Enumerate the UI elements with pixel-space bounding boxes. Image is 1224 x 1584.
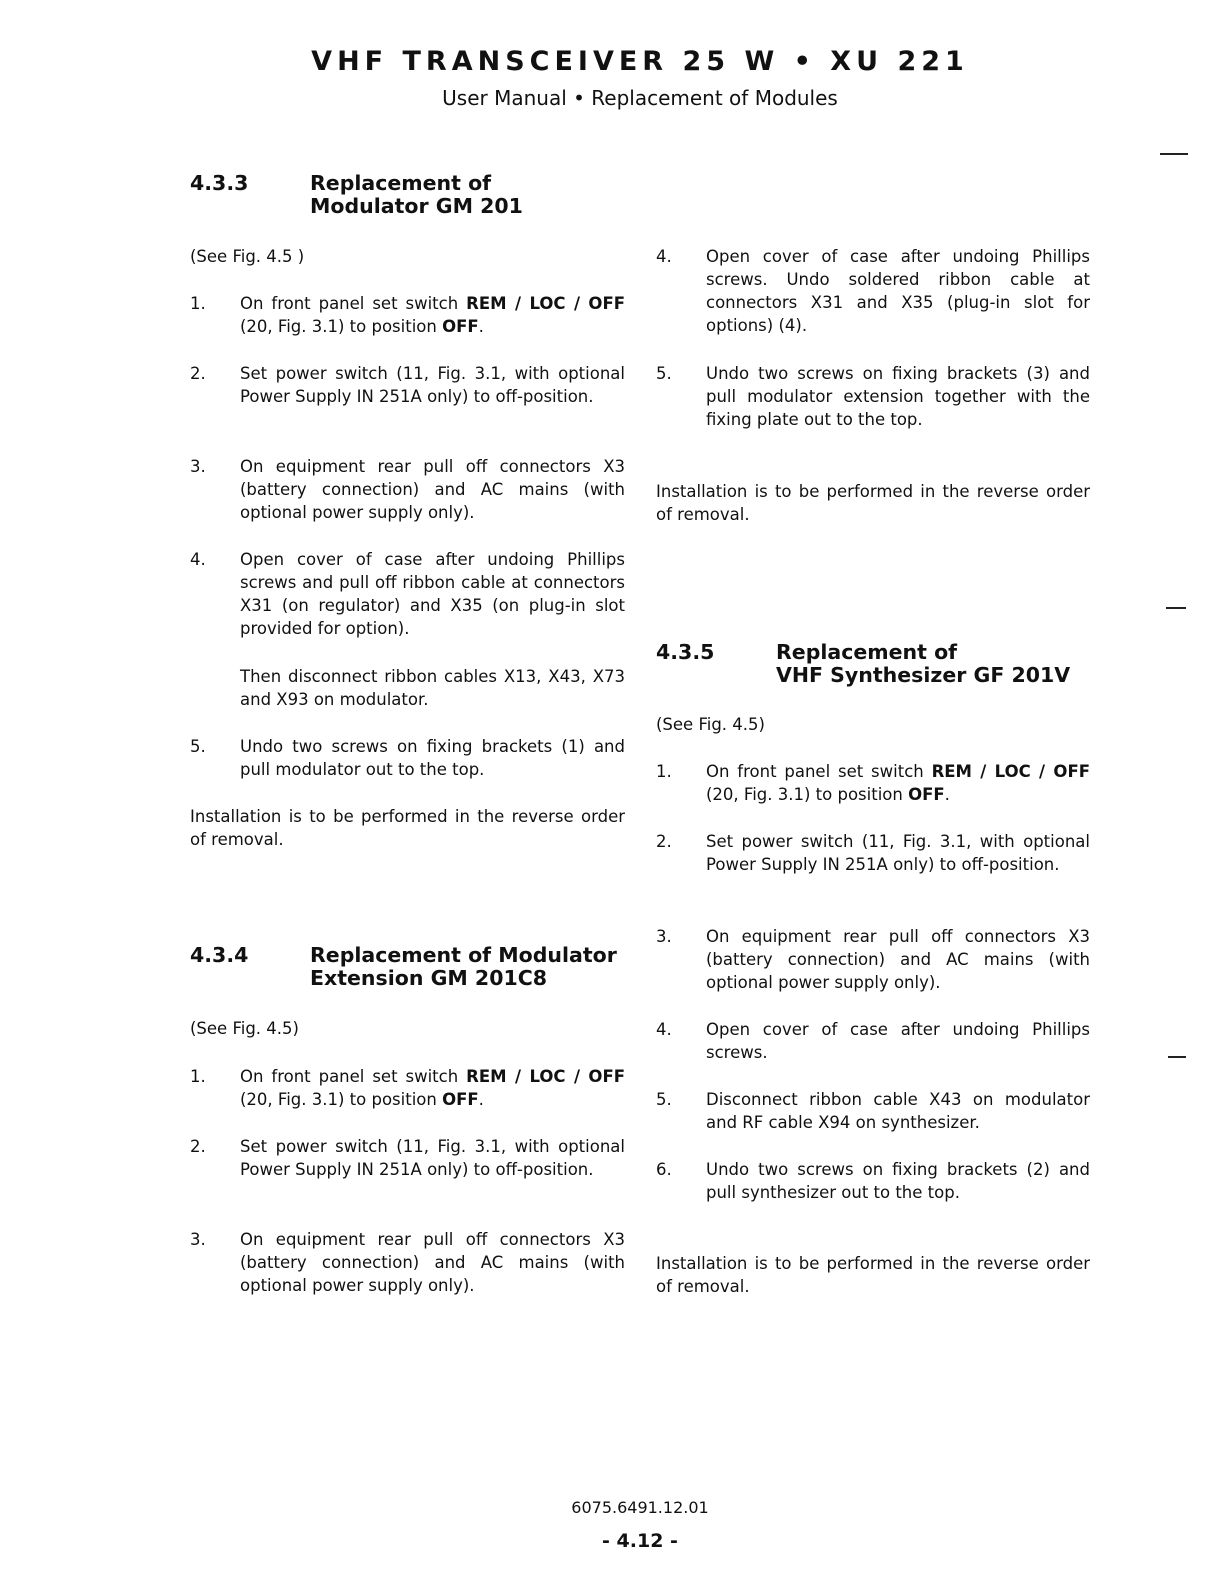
text-run: Open cover of case after undoing Phillips screws and pull off ribbon cable at connectors X31 (on regulator) and X35 (on plug-in slot provided for option). <box>240 550 625 638</box>
step-number: 5. <box>656 1090 672 1109</box>
step-number: 3. <box>656 927 672 946</box>
section-title-line1: Replacement of Modulator <box>310 943 617 967</box>
step-item <box>656 1158 1090 1204</box>
figure-reference: (See Fig. 4.5 ) <box>190 247 305 266</box>
text-run: Disconnect ribbon cable X43 on modulator and RF cable X94 on synthesizer. <box>706 1090 1090 1132</box>
step-text <box>240 1135 625 1181</box>
step-item <box>190 1135 625 1181</box>
step-item <box>656 362 1090 431</box>
text-run: Undo two screws on fixing brackets (1) and pull modulator out to the top. <box>240 737 625 779</box>
step-item <box>190 292 625 338</box>
text-run: On equipment rear pull off connectors X3 (battery connection) and AC mains (with optional power supply only). <box>706 927 1090 992</box>
step-number: 5. <box>656 364 672 383</box>
text-run: Undo two screws on fixing brackets (2) and pull synthesizer out to the top. <box>706 1160 1090 1202</box>
text-run: . <box>478 1090 484 1109</box>
text-run: On front panel set switch <box>240 294 467 313</box>
document-number: 6075.6491.12.01 <box>571 1498 709 1517</box>
installation-note: Installation is to be performed in the reverse order of removal. <box>656 1254 1090 1296</box>
section-number: 4.3.3 <box>190 171 249 195</box>
text-run: Set power switch (11, Fig. 3.1, with optional Power Supply IN 251A only) to off-position. <box>706 832 1090 874</box>
step-number: 6. <box>656 1160 672 1179</box>
text-run: Undo two screws on fixing brackets (3) and pull modulator extension together with the fixing plate out to the top. <box>706 364 1090 429</box>
section-4-3-5-heading <box>656 641 1090 687</box>
step-text <box>706 1018 1090 1064</box>
step-text <box>240 1228 625 1297</box>
step-item <box>190 362 625 408</box>
text-run: . <box>944 785 950 804</box>
bold-term: REM / LOC / OFF <box>931 762 1090 781</box>
bold-term: OFF <box>442 317 479 336</box>
step-text <box>240 362 625 408</box>
step-text <box>240 735 625 781</box>
step-text <box>706 830 1090 876</box>
bold-term: OFF <box>908 785 945 804</box>
margin-mark <box>1160 153 1188 155</box>
margin-mark <box>1166 607 1186 609</box>
page-number: - 4.12 - <box>602 1530 678 1552</box>
step-item <box>190 1228 625 1297</box>
step-continuation <box>190 665 625 711</box>
text-run: On front panel set switch <box>706 762 932 781</box>
step-number: 2. <box>190 1137 206 1156</box>
step-number: 1. <box>190 294 206 313</box>
step-number: 4. <box>656 1020 672 1039</box>
step-number: 3. <box>190 1230 206 1249</box>
step-item <box>190 455 625 524</box>
step-text <box>706 245 1090 337</box>
step-number: 4. <box>190 550 206 569</box>
step-text <box>706 760 1090 806</box>
document-title: VHF TRANSCEIVER 25 W • XU 221 <box>311 46 969 77</box>
bold-term: REM / LOC / OFF <box>466 294 626 313</box>
text-run: . <box>478 317 484 336</box>
figure-reference: (See Fig. 4.5) <box>190 1019 299 1038</box>
step-text <box>240 292 625 338</box>
text-run: (20, Fig. 3.1) to position <box>240 317 443 336</box>
step-text <box>706 1088 1090 1134</box>
step-number: 5. <box>190 737 206 756</box>
step-text <box>240 455 625 524</box>
step-text <box>240 665 625 711</box>
section-number: 4.3.5 <box>656 640 715 664</box>
text-run: Set power switch (11, Fig. 3.1, with optional Power Supply IN 251A only) to off-position. <box>240 1137 625 1179</box>
step-number: 1. <box>190 1067 206 1086</box>
step-item <box>190 735 625 781</box>
text-run: On equipment rear pull off connectors X3 (battery connection) and AC mains (with optional power supply only). <box>240 457 625 522</box>
step-item <box>656 245 1090 337</box>
installation-note: Installation is to be performed in the reverse order of removal. <box>190 807 625 849</box>
step-text <box>706 1158 1090 1204</box>
step-item <box>656 1088 1090 1134</box>
step-number <box>190 665 240 711</box>
text-run: On equipment rear pull off connectors X3 (battery connection) and AC mains (with optional power supply only). <box>240 1230 625 1295</box>
step-text <box>706 362 1090 431</box>
section-4-3-3-heading <box>190 172 625 218</box>
text-run: Set power switch (11, Fig. 3.1, with optional Power Supply IN 251A only) to off-position. <box>240 364 625 406</box>
step-text <box>240 1065 625 1111</box>
text-run: (20, Fig. 3.1) to position <box>240 1090 443 1109</box>
text-run: (20, Fig. 3.1) to position <box>706 785 909 804</box>
section-title-line2: Modulator GM 201 <box>310 194 523 218</box>
section-title-line1: Replacement of <box>776 640 958 664</box>
step-number: 2. <box>656 832 672 851</box>
margin-mark <box>1168 1056 1186 1058</box>
step-number: 3. <box>190 457 206 476</box>
step-item <box>656 1018 1090 1064</box>
step-text <box>706 925 1090 994</box>
bold-term: OFF <box>442 1090 479 1109</box>
section-number: 4.3.4 <box>190 943 249 967</box>
text-run: Then disconnect ribbon cables X13, X43, X73 and X93 on modulator. <box>240 667 625 709</box>
step-number: 2. <box>190 364 206 383</box>
bold-term: REM / LOC / OFF <box>466 1067 626 1086</box>
figure-reference: (See Fig. 4.5) <box>656 715 765 734</box>
section-title-line2: VHF Synthesizer GF 201V <box>776 663 1071 687</box>
document-subtitle: User Manual • Replacement of Modules <box>442 86 838 110</box>
step-text <box>240 548 625 640</box>
text-run: Open cover of case after undoing Phillips screws. Undo soldered ribbon cable at connectors X31 and X35 (plug-in slot for options) (4). <box>706 247 1090 335</box>
section-title-line1: Replacement of <box>310 171 492 195</box>
step-number: 4. <box>656 247 672 266</box>
text-run: On front panel set switch <box>240 1067 467 1086</box>
step-item <box>656 760 1090 806</box>
step-item <box>190 548 625 640</box>
installation-note: Installation is to be performed in the reverse order of removal. <box>656 482 1090 524</box>
text-run: Open cover of case after undoing Phillips screws. <box>706 1020 1090 1062</box>
step-item <box>190 1065 625 1111</box>
step-item <box>656 830 1090 876</box>
step-number: 1. <box>656 762 672 781</box>
step-item <box>656 925 1090 994</box>
section-title-line2: Extension GM 201C8 <box>310 966 548 990</box>
section-4-3-4-heading <box>190 944 625 990</box>
